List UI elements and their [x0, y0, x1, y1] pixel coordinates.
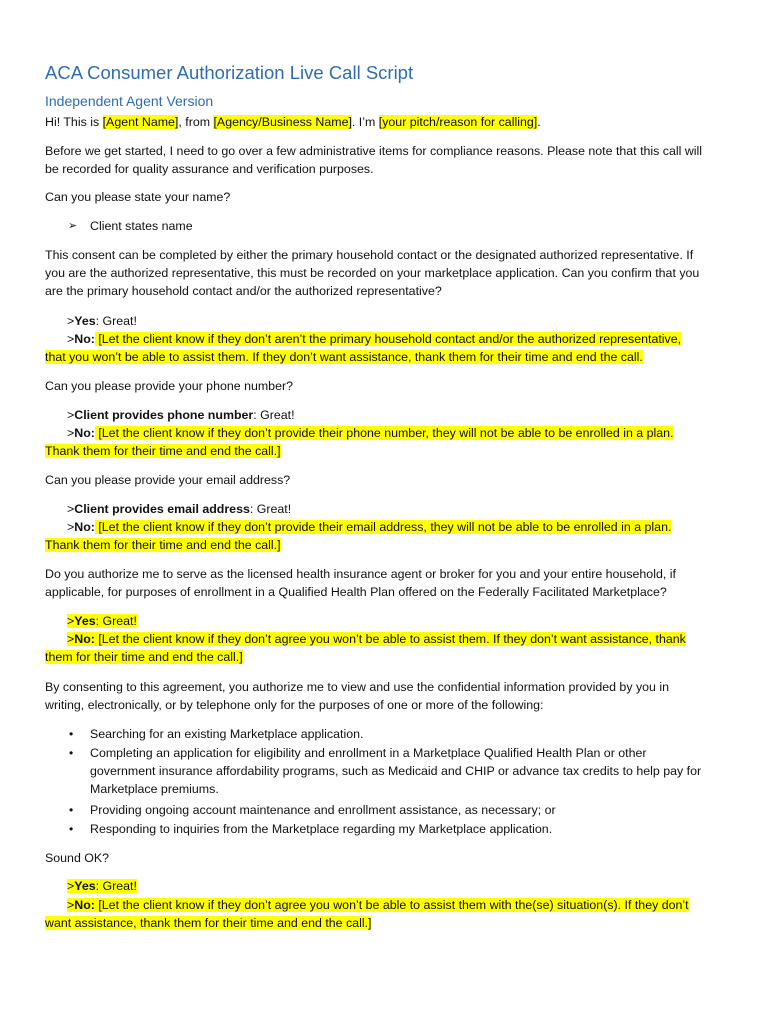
by-consenting-line-1: By consenting to this agreement, you authorize me to view and use the confidential information provided by you in [45, 680, 670, 694]
consent-paragraph-line-2: you are the authorized representative, this must be recorded on your marketplace application. Can you confirm that you [45, 266, 700, 280]
yes-text: : Great! [95, 314, 137, 328]
document-title: ACA Consumer Authorization Live Call Script [45, 62, 414, 83]
no-highlight [67, 632, 686, 646]
list-item-cont: Marketplace premiums. [90, 782, 219, 796]
arrow-bullet-icon: ➢ [68, 220, 78, 232]
no-label: No: [74, 632, 95, 646]
bullet-icon: • [69, 822, 74, 836]
no-label: No: [74, 426, 95, 440]
yes-highlight [67, 614, 137, 628]
yes-label: Yes [74, 314, 96, 328]
prefix: > [67, 426, 75, 440]
agent-name-placeholder: [Agent Name] [102, 115, 179, 129]
intro-line [45, 113, 541, 131]
response-yes-3 [67, 500, 291, 518]
question-phone: Can you please provide your phone number? [45, 379, 293, 393]
response-no-3 [67, 518, 671, 536]
yes-text: : Great! [249, 502, 292, 516]
list-item: Completing an application for eligibility and enrollment in a Marketplace Qualified Health Plan or other [90, 746, 647, 760]
no-label: No: [74, 898, 95, 912]
prefix: > [67, 632, 75, 646]
compliance-paragraph-line-2: be recorded for quality assurance and verification purposes. [45, 162, 374, 176]
bullet-icon: • [69, 727, 74, 741]
authorize-paragraph-line-2: applicable, for purposes of enrollment in a Qualified Health Plan offered on the Federally Facilitated Marketplace? [45, 585, 667, 599]
intro-from: , from [178, 115, 214, 129]
list-item: Responding to inquiries from the Marketplace regarding my Marketplace application. [90, 822, 553, 836]
document-subtitle: Independent Agent Version [45, 93, 214, 109]
no-instruction: that you won’t be able to assist them. If they don’t want assistance, thank them for their time and end the call. [45, 350, 643, 364]
consent-paragraph-line-3: are the primary household contact and/or the authorized representative? [45, 284, 442, 298]
no-instruction: [Let the client know if they don’t provide their email address, they will not be able to be enrolled in a plan. [94, 520, 672, 534]
response-yes-1 [67, 312, 137, 330]
prefix: > [67, 314, 75, 328]
yes-label: Client provides phone number [74, 408, 254, 422]
response-no-4-cont [45, 648, 243, 666]
prefix: > [67, 408, 75, 422]
list-item-cont: government insurance affordability programs, such as Medicaid and CHIP or advance tax credits to help pay for [90, 764, 702, 778]
yes-label: Yes [74, 614, 96, 628]
list-item: Providing ongoing account maintenance and enrollment assistance, as necessary; or [90, 803, 556, 817]
by-consenting-line-2: writing, electronically, or by telephone only for the purposes of one or more of the following: [45, 698, 544, 712]
yes-label: Client provides email address [74, 502, 250, 516]
response-yes-4 [67, 612, 137, 630]
no-highlight [67, 898, 689, 912]
prefix: > [67, 502, 75, 516]
intro-end: . [537, 115, 541, 129]
bullet-icon: • [69, 803, 74, 817]
no-label: No: [74, 520, 95, 534]
client-states-name: Client states name [90, 219, 193, 233]
response-no-3-cont [45, 536, 281, 554]
authorize-paragraph-line-1: Do you authorize me to serve as the licensed health insurance agent or broker for you and your entire household, if [45, 567, 676, 581]
no-instruction: [Let the client know if they don’t aren’t the primary household contact and/or the authorized representative, [94, 332, 682, 346]
question-email: Can you please provide your email address? [45, 473, 291, 487]
no-instruction: them for their time and end the call.] [45, 650, 243, 664]
no-instruction: [Let the client know if they don’t agree you won’t be able to assist them. If they don’t want assistance, thank [94, 632, 686, 646]
response-no-1 [67, 330, 681, 348]
prefix: > [67, 614, 75, 628]
intro-hi: Hi! This is [45, 115, 103, 129]
sound-ok-question: Sound OK? [45, 851, 110, 865]
yes-text: : Great! [95, 614, 137, 628]
response-no-1-cont [45, 348, 643, 366]
response-no-2 [67, 424, 674, 442]
response-no-5-cont [45, 914, 371, 932]
no-instruction: [Let the client know if they don’t provide their phone number, they will not be able to be enrolled in a plan. [94, 426, 674, 440]
prefix: > [67, 520, 75, 534]
response-no-4 [67, 630, 686, 648]
compliance-paragraph-line-1: Before we get started, I need to go over a few administrative items for compliance reasons. Please note that this call will [45, 144, 703, 158]
yes-text: : Great! [95, 879, 137, 893]
no-instruction: want assistance, thank them for their time and end the call.] [45, 916, 372, 930]
agency-placeholder: [Agency/Business Name] [213, 115, 352, 129]
yes-highlight [67, 879, 137, 893]
response-yes-5 [67, 877, 137, 895]
no-instruction: Thank them for their time and end the call.] [45, 444, 281, 458]
prefix: > [67, 332, 75, 346]
intro-im: . I’m [351, 115, 379, 129]
no-label: No: [74, 332, 95, 346]
prefix: > [67, 898, 75, 912]
response-no-5 [67, 896, 689, 914]
pitch-placeholder: [your pitch/reason for calling] [378, 115, 538, 129]
yes-text: : Great! [253, 408, 295, 422]
prefix: > [67, 879, 75, 893]
list-item: Searching for an existing Marketplace application. [90, 727, 364, 741]
yes-label: Yes [74, 879, 96, 893]
bullet-icon: • [69, 746, 74, 760]
no-instruction: [Let the client know if they don’t agree you won’t be able to assist them with the(se) situation(s). If they don’t [94, 898, 689, 912]
response-yes-2 [67, 406, 295, 424]
question-name: Can you please state your name? [45, 190, 231, 204]
no-instruction: Thank them for their time and end the call.] [45, 538, 281, 552]
response-no-2-cont [45, 442, 281, 460]
consent-paragraph-line-1: This consent can be completed by either the primary household contact or the designated authorized representative. If [45, 248, 694, 262]
